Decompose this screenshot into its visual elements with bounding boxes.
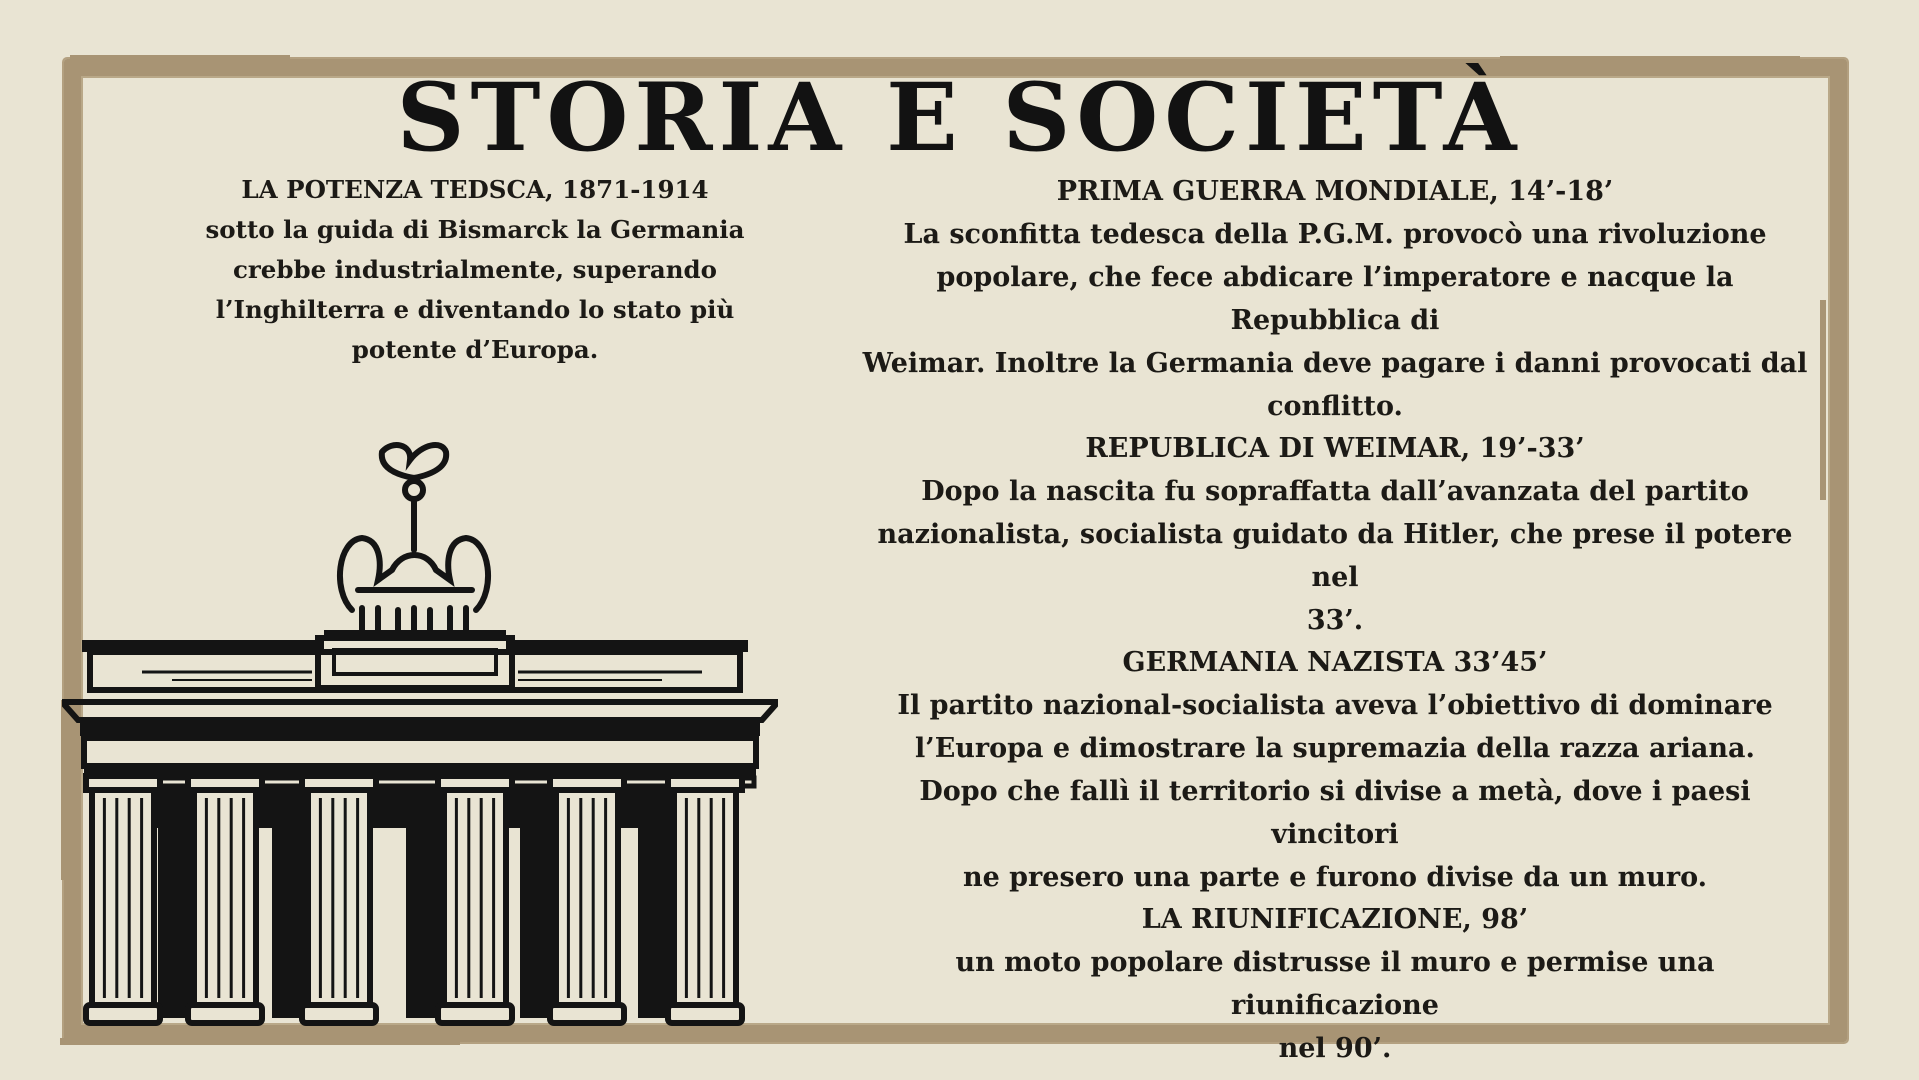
- section-heading: LA RIUNIFICAZIONE, 98’: [1141, 904, 1529, 935]
- gate-column-base: [302, 1005, 376, 1023]
- gate-column-base: [86, 1005, 160, 1023]
- gate-passage-shadow: [158, 786, 194, 1018]
- section-germania-nazista: [855, 641, 1815, 899]
- page-title: STORIA E SOCIETÀ: [396, 63, 1523, 173]
- frame-edge: [1820, 300, 1826, 500]
- section-prima-guerra: [855, 170, 1815, 428]
- section-riunificazione: [855, 898, 1815, 1070]
- gate-column: [194, 790, 256, 1005]
- gate-column: [92, 790, 154, 1005]
- gate-passage-shadow: [272, 786, 308, 1018]
- section-heading: LA POTENZA TEDSCA, 1871-1914: [241, 175, 709, 204]
- frame-edge: [60, 1038, 460, 1045]
- section-body: Dopo la nascita fu sopraffatta dall’avanzata del partito nazionalista, socialista guidato da Hitler, che prese il potere nel 33’.: [877, 476, 1793, 636]
- gate-column-base: [438, 1005, 512, 1023]
- gate-column: [556, 790, 618, 1005]
- gate-column: [308, 790, 370, 1005]
- gate-passage-shadow: [638, 786, 674, 1018]
- gate-passage-shadow: [406, 786, 444, 1018]
- section-potenza-tedesca: [180, 170, 770, 370]
- section-heading: PRIMA GUERRA MONDIALE, 14’-18’: [1056, 176, 1614, 207]
- gate-column-base: [668, 1005, 742, 1023]
- section-heading: REPUBLICA DI WEIMAR, 19’-33’: [1085, 433, 1585, 464]
- section-weimar: [855, 427, 1815, 642]
- gate-column: [674, 790, 736, 1005]
- gate-column-base: [550, 1005, 624, 1023]
- gate-column: [444, 790, 506, 1005]
- section-heading: GERMANIA NAZISTA 33’45’: [1122, 647, 1548, 678]
- section-body: La sconfitta tedesca della P.G.M. provocò una rivoluzione popolare, che fece abdicare l’imperatore e nacque la Repubblica di Weimar. Inoltre la Germania deve pagare i danni provocati dal conflitto.: [862, 219, 1808, 422]
- section-body: Il partito nazional-socialista aveva l’obiettivo di dominare l’Europa e dimostrare la supremazia della razza ariana. Dopo che fallì il territorio si divise a metà, dove i paesi vincitori ne presero una parte e furono divise da un muro.: [897, 690, 1773, 893]
- gate-column-base: [188, 1005, 262, 1023]
- section-body: sotto la guida di Bismarck la Germania crebbe industrialmente, superando l’Inghilterra e diventando lo stato più potente d’Europa.: [205, 215, 745, 364]
- section-body: un moto popolare distrusse il muro e permise una riunificazione nel 90’.: [955, 947, 1715, 1064]
- brandenburg-gate-icon: [62, 440, 778, 1030]
- gate-passage-shadow: [520, 786, 556, 1018]
